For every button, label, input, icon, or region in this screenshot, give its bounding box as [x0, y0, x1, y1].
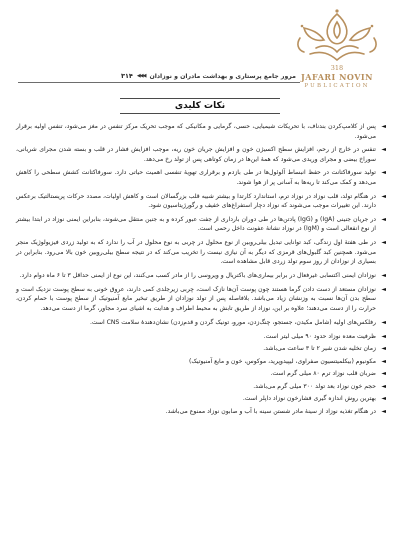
bullet-arrow-icon: ◄	[381, 332, 386, 340]
bullet-text: در هنگام تغذیه نوزاد از سینهٔ مادر شستن سینه با آب و صابون نوزاد ممنوع می‌باشد.	[165, 407, 376, 415]
bullet-text: تنفس در خارج از رحم، افزایش سطح اکسیژن خون و افزایش جریان خون ریه، موجب افزایش فشار در قلب و بسته شدن مجرای شریانی، سوراخ بیضی و مجرای وریدی می‌شود که همهٔ این‌ها در زمان کوتاهی پس از تولد رخ می‌دهد.	[16, 146, 376, 163]
list-item	[16, 215, 386, 234]
list-item	[16, 318, 386, 328]
arrow-markers-icon: ◀◀◀	[136, 73, 146, 79]
book-title: مرور جامع پرستاری و بهداشت مادران و نوزادان	[149, 72, 296, 80]
bullet-arrow-icon: ◄	[381, 169, 386, 177]
logo-publication-word: PUBLICATION	[304, 83, 370, 89]
bullet-text: ظرفیت معده نوزاد حدود ۹۰ میلی لیتر است.	[263, 332, 376, 340]
bullet-text: تولید سورفاکتانت در حفظ انبساط آلوئول‌ها در طی بازدم و برقراری تهویهٔ تنفسی اهمیت حیاتی دارد. سورفاکتانت کشش سطحی را کاهش می‌دهد و کمک می‌کند تا ریه‌ها به آسانی پر از هوا شوند.	[16, 169, 376, 186]
list-item	[16, 357, 386, 367]
list-item	[16, 344, 386, 354]
bullet-arrow-icon: ◄	[381, 123, 386, 130]
bullet-text: بهترین روش اندازه گیری فشارخون نوزاد داپلر است.	[242, 395, 376, 402]
list-item	[16, 192, 386, 211]
page-header	[0, 0, 400, 92]
list-item	[16, 145, 386, 164]
logo-number: 318	[330, 64, 344, 72]
list-item	[16, 332, 386, 342]
bullet-arrow-icon: ◄	[381, 285, 386, 293]
bullet-arrow-icon: ◄	[381, 192, 386, 200]
bullet-text: نوزادان ایمنی اکتسابی غیرفعال در برابر بیماری‌های باکتریال و ویروسی را از مادر کسب می‌کنند، این نوع از ایمنی حداقل ۳ تا ۶ ماه دوام دارد.	[19, 271, 376, 279]
list-item	[16, 122, 386, 141]
crown-emblem-icon	[294, 8, 380, 64]
section-title: نکات کلیدی	[120, 98, 280, 114]
bullet-arrow-icon: ◄	[381, 370, 386, 377]
bullet-text: زمان تخلیه شدن شیر ۲ تا ۳ ساعت می‌باشد.	[263, 345, 376, 352]
list-item	[16, 168, 386, 187]
bullet-text: حجم خون نوزاد بعد تولد ۳۰۰ میلی گرم می‌باشد.	[253, 382, 376, 390]
bullet-text: مکونیوم (بیکلمیتسیون صفراوی، لیپیدوپرید، موکوس، خون و مایع آمنیوتیک)	[189, 357, 376, 365]
list-item	[16, 238, 386, 267]
bullet-text: در طی هفتهٔ اول زندگی، کبد توانایی تبدیل بیلی‌روبین از نوع محلول در چربی به نوع محلول در آب را ندارد که به تولید زردی فیزیولوژیک منجر می‌شود. همچنین کبد گلبول‌های قرمزی که دیگر به آن نیازی نیست را تخریب می‌کند که در نتیجه سطح بیلی‌روبین خون بالا می‌رود. بنابراین در بسیاری از نوزادان از روز سوم تولد زردی قابل مشاهده است.	[16, 238, 376, 266]
bullet-arrow-icon: ◄	[381, 271, 386, 279]
list-item	[16, 382, 386, 392]
bullet-arrow-icon: ◄	[381, 318, 386, 326]
running-head	[86, 72, 296, 80]
key-points-list	[16, 122, 386, 419]
bullet-arrow-icon: ◄	[381, 146, 386, 154]
list-item	[16, 407, 386, 417]
bullet-text: در هنگام تولد، قلب نوزاد در نوزاد ترم، استاندارد کارتدا و بیشتر شبیه قلب بزرگسالان است و کاهش اولیات، مصدد حرکات پریستالتیک برعکس دارند. این تغییرات موجب می‌شوند که نوزاد دچار استفراغ‌های خفیف و رگورژیتاسیون شود.	[16, 192, 376, 210]
list-item	[16, 369, 386, 379]
bullet-text: نوزادان مستعد از دست دادن گرما هستند چون پوست آن‌ها نازک است، چربی زیرجلدی کمی دارند، عروق خونی به سطح پوست نزدیک است و سطح بدن آن‌ها نسبت به وزنشان زیاد می‌باشد. بلافاصله پس از تولد نوزادان از طریق تبخیر مایع آمنیوتیک از سطح پوست با حمام کردن، حرارت را از دست می‌دهند؛ علاوه بر این، نوزاد از طریق تابش به محیط اطراف و هدایت به اشیای سرد مجاور، گرما از دست می‌دهد.	[16, 285, 376, 312]
list-item	[16, 271, 386, 281]
bullet-arrow-icon: ◄	[381, 215, 386, 223]
logo-publisher-name: JAFARI NOVIN	[301, 72, 373, 82]
list-item	[16, 285, 386, 314]
bullet-arrow-icon: ◄	[381, 238, 386, 246]
bullet-text: در جریان جنینی (IgA) و (IgG) پادتن‌ها در طی دوران بارداری از جفت عبور کرده و به جنین منتقل می‌شوند، بنابراین ایمنی نوزاد در ابتدا بیشتر از نوع انفعالی است و (IgM) در نوزاد نشانهٔ عفونت داخل رحمی است.	[16, 215, 376, 233]
bullet-text: پس از کلامپ‌کردن بندناف، با تحریکات شیمیایی، حسی، گرمایی و مکانیکی که موجب تحریک مرکز تنفس در مغز می‌شود، تنفس اولیه برقرار می‌شود.	[16, 123, 376, 140]
bullet-text: رفلکس‌های اولیه (شامل مکیدن، جستجو، چنگ‌زدن، مورو، تونیک گردن و قدم‌زدن) نشان‌دهندهٔ سلامت CNS است.	[89, 318, 376, 326]
bullet-arrow-icon: ◄	[381, 382, 386, 390]
bullet-arrow-icon: ◄	[381, 395, 386, 402]
bullet-arrow-icon: ◄	[381, 357, 386, 365]
list-item	[16, 394, 386, 404]
page-number: ۳۱۴	[121, 72, 133, 80]
header-divider	[18, 82, 300, 83]
bullet-arrow-icon: ◄	[381, 345, 386, 352]
bullet-text: ضربان قلب نوزاد ترم ۸۰ میلی گرم است.	[270, 370, 376, 377]
bullet-arrow-icon: ◄	[381, 407, 386, 415]
